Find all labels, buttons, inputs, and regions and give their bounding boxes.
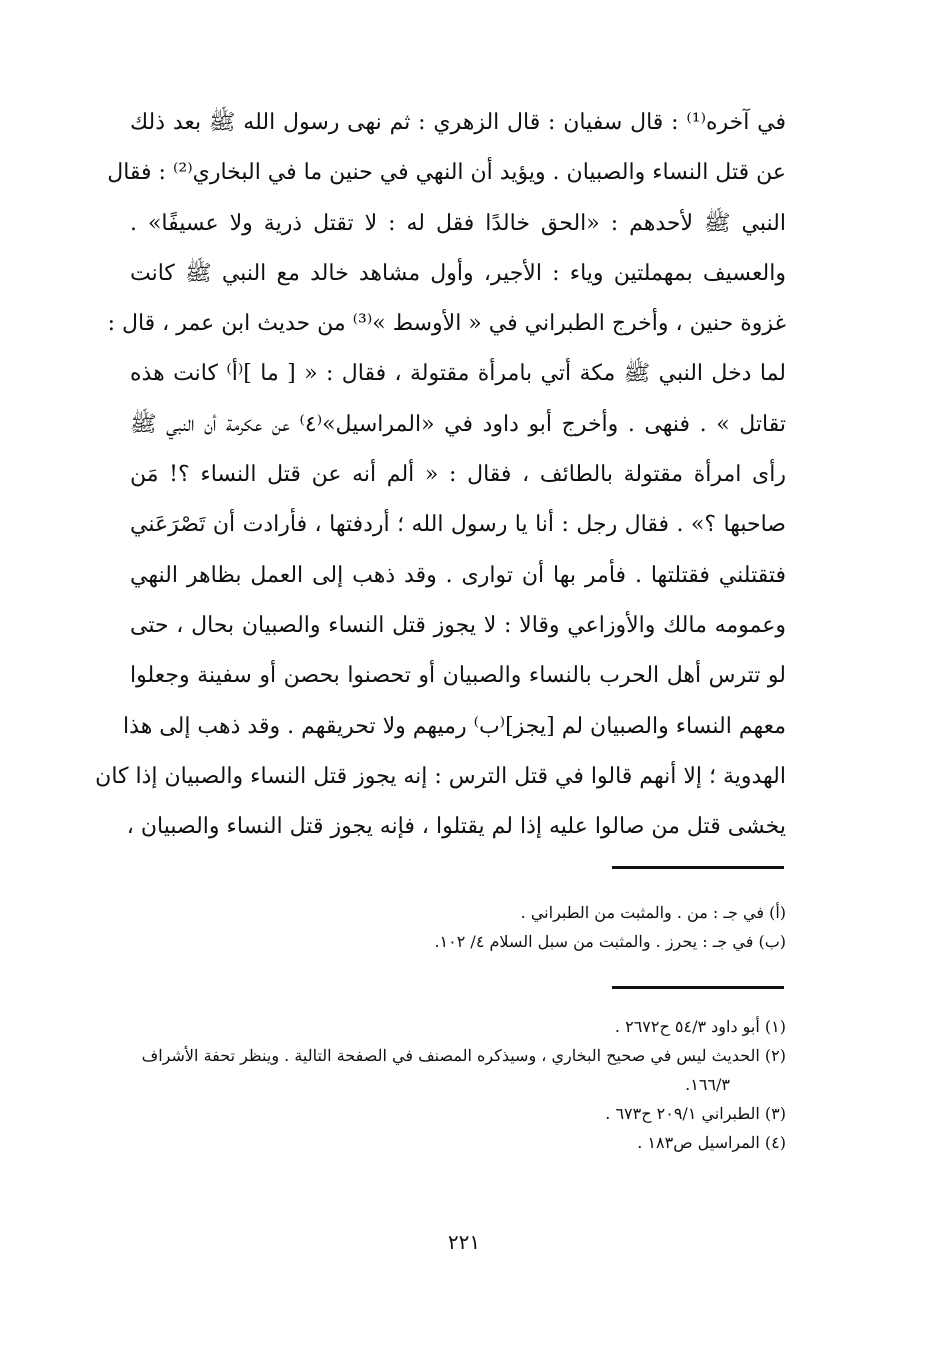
footnote: (٣) الطبراني ٢٠٩/١ ح٦٧٣ . — [605, 1104, 786, 1123]
footnote: (١) أبو داود ٥٤/٣ ح٢٦٧٢ . — [614, 1017, 786, 1036]
page-number: ٢٢١ — [447, 1230, 481, 1254]
text-line: وعمومه مالك والأوزاعي وقالا : لا يجوز قتل النساء والصبيان بحال ، حتى — [130, 612, 786, 638]
editor-note: (أ) في جـ : من . والمثبت من الطبراني . — [520, 903, 786, 922]
editor-notes-divider — [612, 866, 784, 869]
main-text-block — [95, 98, 786, 852]
footnotes-divider — [612, 986, 784, 989]
text-line: صاحبها ؟» . فقال رجل : أنا يا رسول الله ؛ أردفتها ، فأرادت أن تَصْرَعَني — [130, 512, 786, 538]
text-line: والعسيف بمهملتين وياء : الأجير، وأول مشاهد خالد مع النبي ﷺ كانت — [130, 260, 786, 286]
text-line: يخشى قتل من صالوا عليه إذا لم يقتلوا ، فإنه يجوز قتل النساء والصبيان ، — [126, 814, 786, 840]
footnote-continuation: ١٦٦/٣. — [685, 1075, 730, 1094]
editor-note: (ب) في جـ : يحرز . والمثبت من سبل السلام ٤/ ١٠٢. — [434, 932, 786, 951]
text-line: رأى امرأة مقتولة بالطائف ، فقال : « ألم أنه عن قتل النساء ؟! مَن — [130, 462, 786, 488]
text-line: النبي ﷺ لأحدهم : «الحق خالدًا فقل له : لا تقتل ذرية ولا عسيفًا» . — [130, 210, 786, 236]
footnotes — [126, 1012, 786, 1157]
text-line: لو تترس أهل الحرب بالنساء والصبيان أو تحصنوا بحصن أو سفينة وجعلوا — [130, 663, 786, 689]
text-line: عن قتل النساء والصبيان . ويؤيد أن النهي في حنين ما في البخاري⁽²⁾ : فقال — [107, 160, 786, 186]
footnote: (٤) المراسيل ص١٨٣ . — [637, 1133, 786, 1152]
editor-notes — [146, 898, 786, 956]
footnote: (٢) الحديث ليس في صحيح البخاري ، وسيذكره المصنف في الصفحة التالية . وينظر تحفة الأشراف — [141, 1046, 786, 1065]
text-line: معهم النساء والصبيان لم [يجز]⁽ب⁾ رميهم ولا تحريقهم . وقد ذهب إلى هذا — [123, 713, 786, 739]
text-line: الهدوية ؛ إلا أنهم قالوا في قتل الترس : إنه يجوز قتل النساء والصبيان إذا كان — [95, 763, 786, 789]
text-line: غزوة حنين ، وأخرج الطبراني في « الأوسط »⁽³⁾ من حديث ابن عمر ، قال : — [107, 311, 786, 337]
text-line: لما دخل النبي ﷺ مكة أتي بامرأة مقتولة ، فقال : « [ ما ]⁽أ⁾ كانت هذه — [130, 361, 786, 387]
text-line: فتقتلني فقتلتها . فأمر بها أن توارى . وقد ذهب إلى العمل بظاهر النهي — [130, 562, 786, 588]
text-line: في آخره⁽¹⁾ : قال سفيان : قال الزهري : ثم نهى رسول الله ﷺ بعد ذلك — [130, 110, 786, 135]
text-line: تقاتل » . فنهى . وأخرج أبو داود في «المراسيل»⁽٤⁾ عن عكرمة أن النبي ﷺ — [130, 411, 786, 437]
